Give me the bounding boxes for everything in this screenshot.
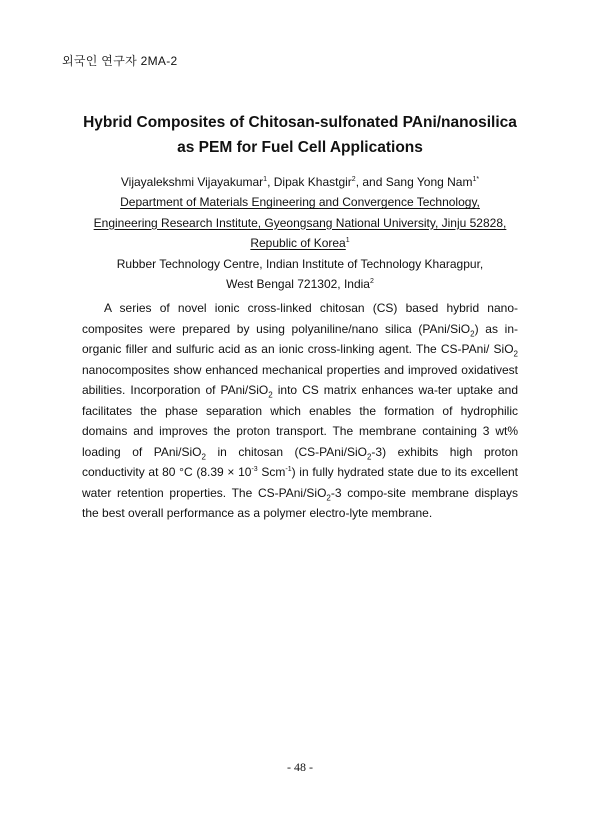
superscript: -3 <box>251 466 258 473</box>
title-line-1: Hybrid Composites of Chitosan-sulfonated PAni/nanosilica <box>83 114 517 131</box>
author-name: Dipak Khastgir <box>273 175 352 189</box>
author-separator: , and <box>355 175 386 189</box>
affiliation-2-line-1: Rubber Technology Centre, Indian Institute of Technology Kharagpur, <box>116 256 484 271</box>
superscript: -1 <box>285 466 292 473</box>
abstract-text: into CS matrix enhances wa-ter uptake and facilitates the phase separation which enables the formation of hydrophilic domains and improves the proton transport. The membrane containing 3 wt% loading of PAni/SiO <box>82 383 518 459</box>
title-line-2: as PEM for Fuel Cell Applications <box>177 139 423 156</box>
affiliation-1-line-1: Department of Materials Engineering and Convergence Technology, <box>120 195 480 209</box>
author-affiliation-mark: 1* <box>472 176 480 183</box>
author-affiliation-mark: 2 <box>351 176 356 183</box>
affiliation-2-mark: 2 <box>369 278 374 285</box>
author-name: Vijayalekshmi Vijayakumar <box>120 175 264 189</box>
abstract-paragraph <box>82 298 518 524</box>
subscript: 2 <box>470 328 475 338</box>
abstract-text: ) in fully hydrated state due to its excellent water retention properties. The CS-PAni/SiO <box>82 465 518 500</box>
affiliation-1-line-3: Republic of Korea <box>250 236 346 250</box>
subscript: 2 <box>513 349 518 359</box>
affiliation-1-mark: 1 <box>345 237 350 244</box>
affiliation-2-line-2: West Bengal 721302, India <box>226 277 370 291</box>
abstract-text: ) as in-organic filler and sulfuric acid as an ionic cross-linking agent. The CS-PAni/ SiO <box>82 321 518 356</box>
page-number: - 48 - <box>287 760 313 774</box>
author-affiliation-mark: 1 <box>263 176 268 183</box>
subscript: 2 <box>201 451 206 461</box>
abstract-text: -3 compo-site membrane displays the best overall performance as a polymer electro-lyte membrane. <box>82 485 519 520</box>
author-separator: , <box>267 175 274 189</box>
abstract-text: -3) exhibits high proton conductivity at 80 °C (8.39 × 10 <box>82 444 518 479</box>
section-tag: 외국인 연구자 2MA-2 <box>62 54 178 68</box>
affiliations <box>60 192 540 295</box>
author-list <box>60 172 540 192</box>
affiliation-1-line-2: Engineering Research Institute, Gyeongsang National University, Jinju 52828, <box>93 215 507 230</box>
subscript: 2 <box>326 492 331 502</box>
subscript: 2 <box>268 390 273 400</box>
author-name: Sang Yong Nam <box>385 175 473 189</box>
paper-title <box>60 110 540 160</box>
abstract-text: nanocomposites show enhanced mechanical properties and improved oxidativest abilities. Incorporation of PAni/SiO <box>82 362 518 397</box>
abstract-text: Scm <box>257 465 286 479</box>
subscript: 2 <box>366 451 372 461</box>
abstract-text: A series of novel ionic cross-linked chitosan (CS) based hybrid nano-composites were prepared by using polyaniline/nano silica (PAni/SiO <box>82 301 518 336</box>
abstract-text: in chitosan (CS-PAni/SiO <box>205 444 367 459</box>
